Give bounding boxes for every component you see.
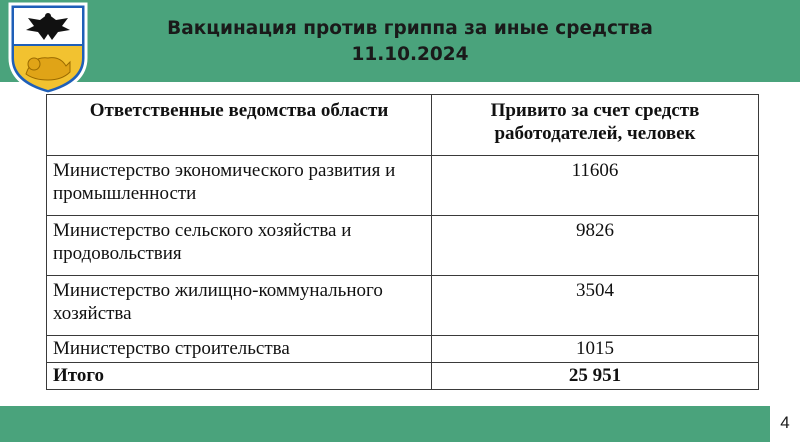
table-row — [47, 216, 759, 276]
title-date: 11.10.2024 — [351, 44, 469, 65]
department-name: Министерство экономического развития и промышленности — [47, 156, 432, 216]
table-header-row — [47, 95, 759, 156]
vaccinated-count: 9826 — [432, 216, 759, 276]
table-total-row — [47, 363, 759, 390]
footer-bar — [0, 406, 770, 442]
title-line-1: Вакцинация против гриппа за иные средства — [167, 18, 653, 39]
vaccinated-count: 3504 — [432, 276, 759, 336]
column-header-department: Ответственные ведомства области — [47, 95, 432, 156]
vaccinated-count: 1015 — [432, 336, 759, 363]
table-row — [47, 156, 759, 216]
page-number: 4 — [780, 413, 790, 432]
table-row — [47, 276, 759, 336]
column-header-vaccinated: Привито за счет средств работодателей, человек — [432, 95, 759, 156]
total-value: 25 951 — [432, 363, 759, 390]
vaccinated-count: 11606 — [432, 156, 759, 216]
vaccination-table — [46, 94, 759, 390]
department-name: Министерство сельского хозяйства и продовольствия — [47, 216, 432, 276]
slide-title — [140, 16, 680, 68]
department-name: Министерство строительства — [47, 336, 432, 363]
table-row — [47, 336, 759, 363]
vaccination-table-container — [46, 94, 758, 394]
department-name: Министерство жилищно-коммунального хозяйства — [47, 276, 432, 336]
total-label: Итого — [47, 363, 432, 390]
coat-of-arms-icon — [4, 0, 92, 96]
